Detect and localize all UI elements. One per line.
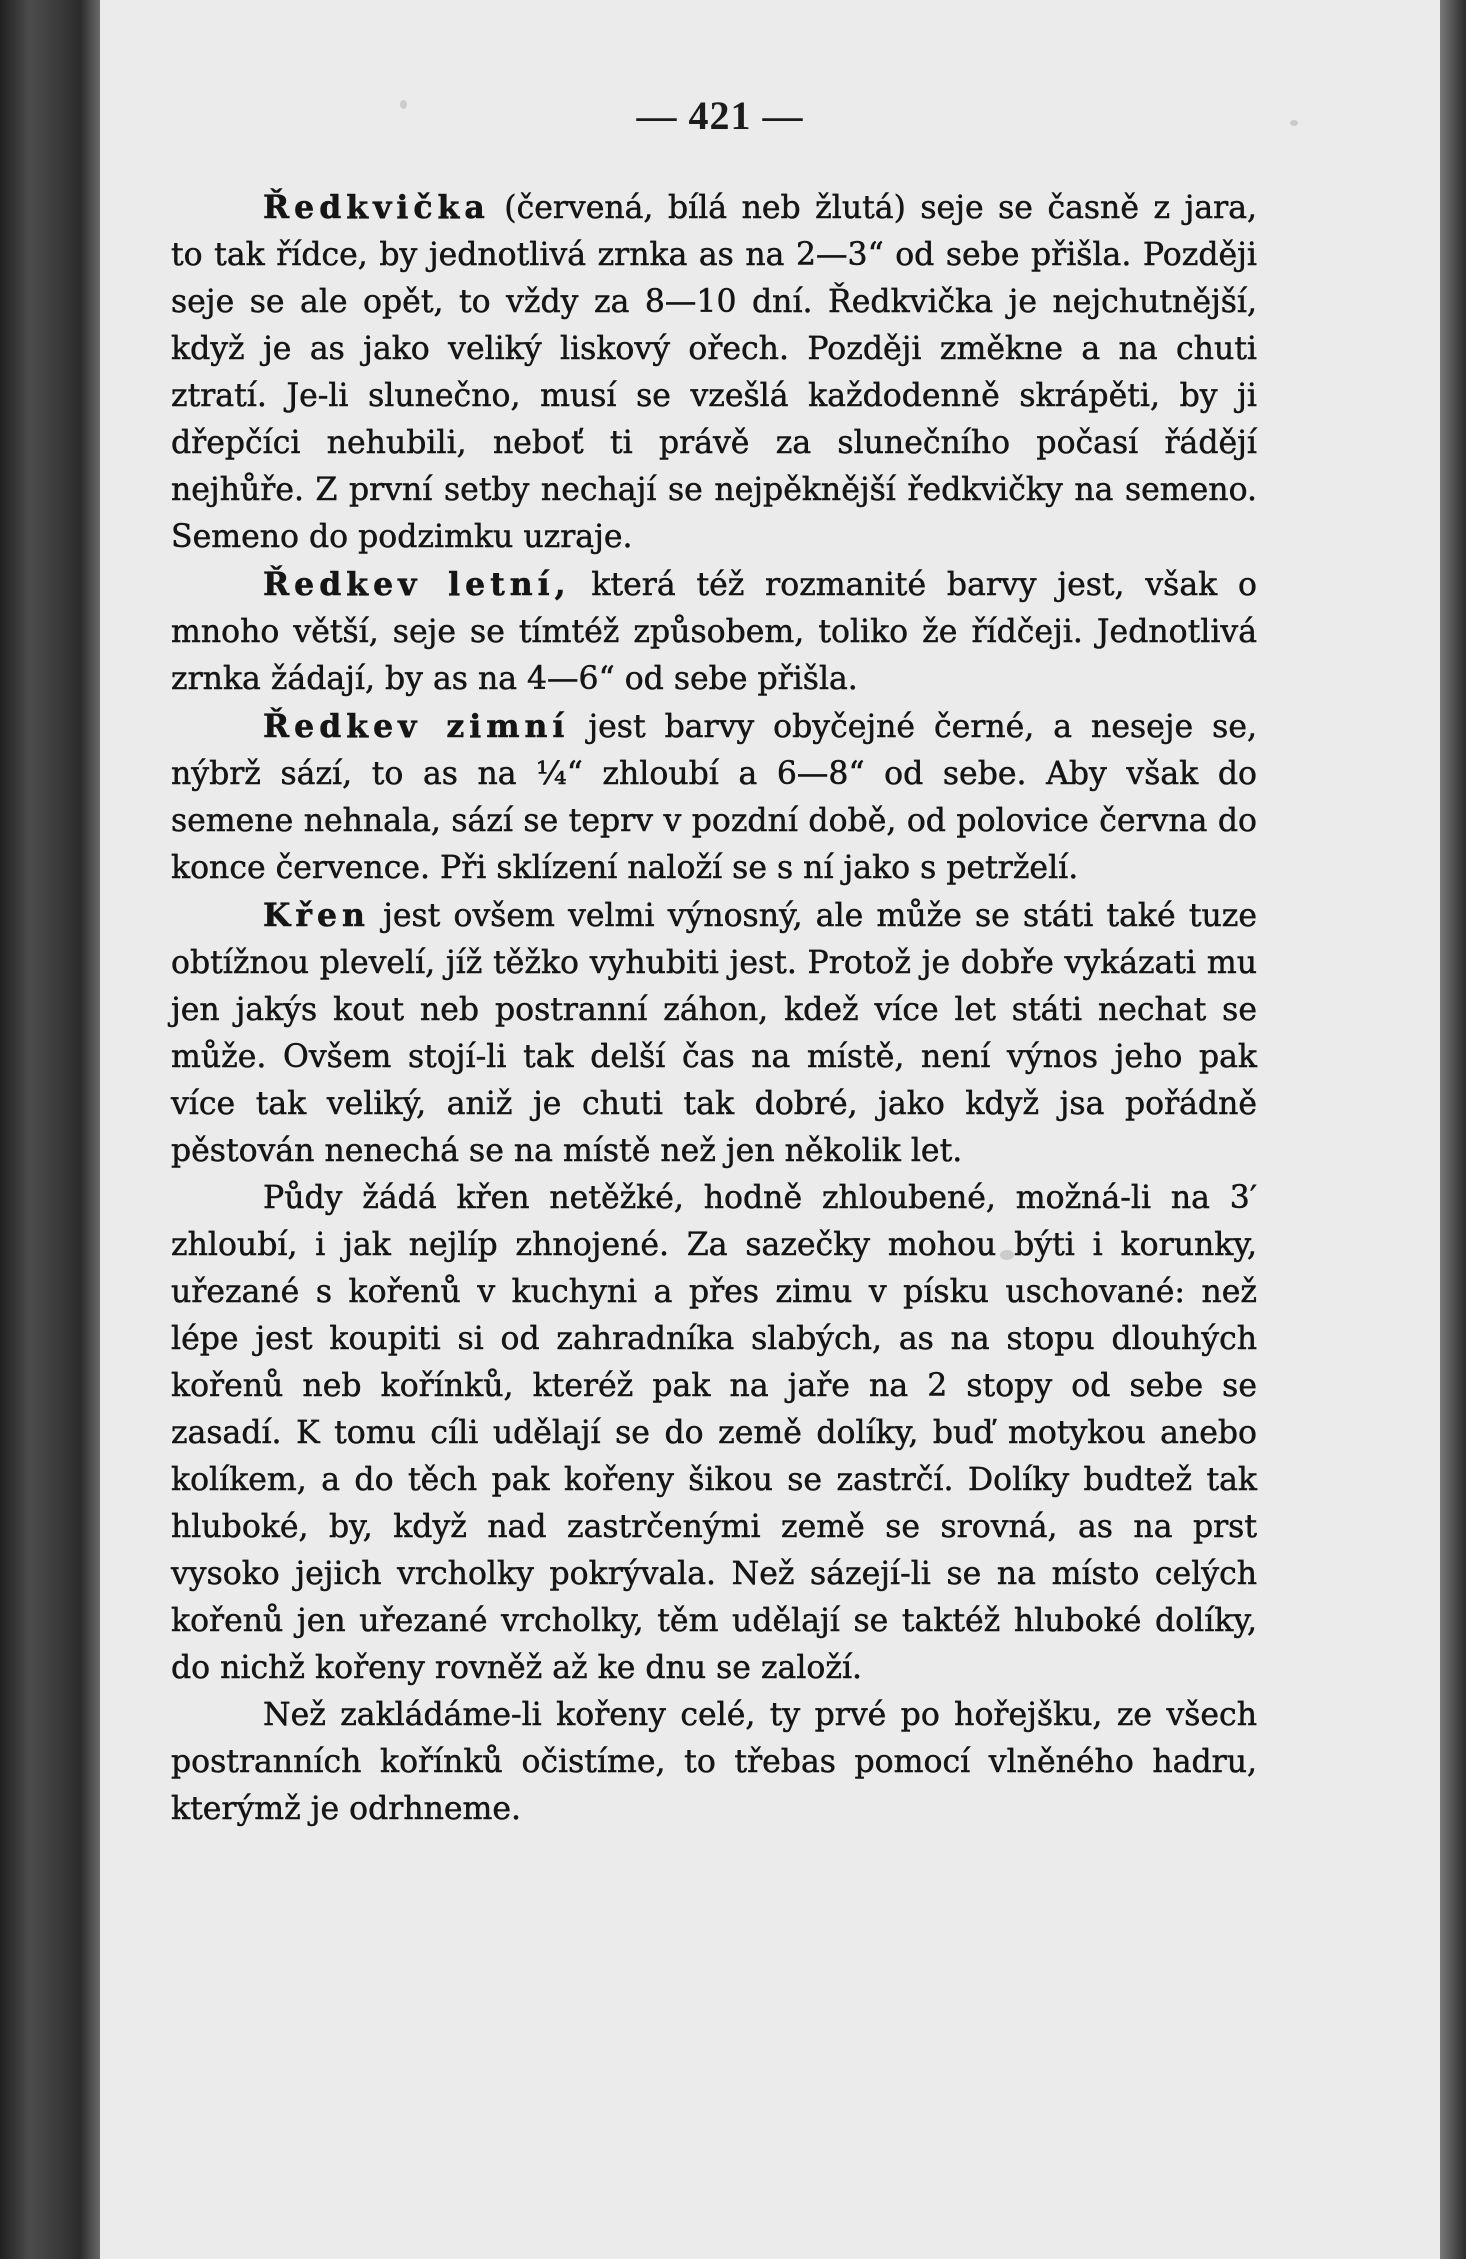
paragraph-redkev-zimni	[171, 703, 1257, 892]
paragraph-text: (červená, bílá neb žlutá) seje se časně z jara, to tak řídce, by jednotlivá zrnka as na 2—3“ od sebe přišla. Později seje se ale opět, to vždy za 8—10 dní. Ředkvička je nejchutnější, když je as jako veliký liskový ořech. Později změkne a na chuti ztratí. Je-li slunečno, musí se vzešlá každodenně skrápěti, by ji dřepčíci nehubili, neboť ti právě za slunečního počasí řádějí nejhůře. Z první setby nechají se nejpěknější ředkvičky na semeno. Semeno do podzimku uzraje.	[171, 190, 1257, 555]
paragraph-text: Než zakládáme-li kořeny celé, ty prvé po hořejšku, ze všech postranních kořínků očistíme, to třebas pomocí vlněného hadru, kterýmž je odrhneme.	[171, 1697, 1257, 1827]
paragraph-redkev-letni	[171, 561, 1257, 703]
ink-smudge	[400, 100, 407, 109]
paragraph-redkvicka	[171, 184, 1257, 561]
page-number: — 421 —	[636, 93, 804, 138]
paragraph-pudy	[171, 1175, 1257, 1692]
term-redkev-zimni: Ředkev zimní	[263, 708, 570, 745]
term-redkev-letni: Ředkev letní,	[263, 566, 571, 603]
term-redkvicka: Ředkvička	[263, 189, 490, 226]
paragraph-text: jest barvy obyčejné černé, a neseje se, nýbrž sází, to as na ¼“ zhloubí a 6—8“ od sebe. Aby však do semene nehnala, sází se teprv v pozdní době, od polovice června do konce července. Při sklízení naloží se s ní jako s petrželí.	[171, 709, 1257, 886]
paragraph-kren	[171, 892, 1257, 1175]
paragraph-text: Půdy žádá křen netěžké, hodně zhloubené, možná-li na 3′ zhloubí, i jak nejlíp zhnojené. Za sazečky mohou býti i korunky, uřezané s kořenů v kuchyni a přes zimu v písku uschované: než lépe jest koupiti si od zahradníka slabých, as na stopu dlouhých kořenů neb kořínků, kteréž pak na jaře na 2 stopy od sebe se zasadí. K tomu cíli udělají se do země dolíky, buď motykou anebo kolíkem, a do těch pak kořeny šikou se zastrčí. Dolíky budtež tak hluboké, by, když nad zastrčenými země se srovná, as na prst vysoko jejich vrcholky pokrývala. Než sázejí-li se na místo celých kořenů jen uřezané vrcholky, těm udělají se taktéž hluboké dolíky, do nichž kořeny rovněž až ke dnu se založí.	[171, 1180, 1257, 1686]
paragraph-korenyi	[171, 1692, 1257, 1833]
term-kren: Křen	[263, 897, 370, 934]
paragraph-text: která též rozmanité barvy jest, však o mnoho větší, seje se tímtéž způsobem, toliko že řídčeji. Jednotlivá zrnka žádají, by as na 4—6“ od sebe přišla.	[171, 567, 1258, 697]
page-body-text	[171, 184, 1257, 1833]
paragraph-text: jest ovšem velmi výnosný, ale může se státi také tuze obtížnou plevelí, jíž těžko vyhubiti jest. Protož je dobře vykázati mu jen jakýs kout neb postranní záhon, kdež více let státi nechat se může. Ovšem stojí-li tak delší čas na místě, není výnos jeho pak více tak veliký, aniž je chuti tak dobré, jako když jsa pořádně pěstován nenechá se na místě než jen několik let.	[171, 898, 1257, 1169]
ink-smudge	[1290, 120, 1298, 126]
